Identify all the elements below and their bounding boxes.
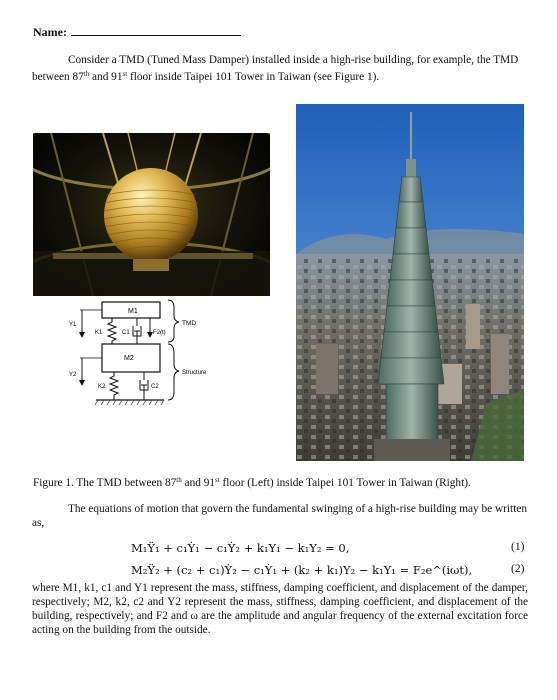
c1-label: C1	[122, 330, 130, 336]
equation-2-number: (2)	[511, 563, 525, 575]
k2-label: K2	[98, 384, 106, 390]
intro-text-1: Consider a TMD (Tuned Mass Damper) installed inside a high-rise building, for example, the TMD between 87	[32, 54, 519, 83]
name-blank-line	[71, 24, 241, 36]
equation-1: M₁Ÿ₁ + c₁Ẏ₁ − c₁Ẏ₂ + k₁Y₁ − k₁Y₂ = 0,	[131, 541, 350, 555]
intro-sup-2: st	[122, 70, 128, 78]
caption-sup-2: st	[215, 476, 220, 484]
two-dof-diagram	[62, 296, 262, 414]
k2-spring	[110, 372, 118, 400]
caption-sup-1: th	[176, 476, 182, 484]
caption-text-1: Figure 1. The TMD between 87	[33, 477, 177, 489]
intro-paragraph	[32, 53, 528, 84]
caption-text-3: floor (Left) inside Taipei 101 Tower in Taiwan (Right).	[219, 477, 471, 489]
intro-text-2: and 91	[89, 71, 123, 83]
taipei-101-photo	[296, 104, 524, 461]
m1-label: M1	[128, 308, 138, 315]
equation-1-number: (1)	[511, 541, 525, 553]
name-field-label	[33, 24, 241, 40]
tmd-brace	[168, 300, 179, 342]
y2-label: Y2	[69, 372, 77, 378]
k1-spring	[108, 318, 116, 344]
tmd-label: TMD	[182, 320, 197, 327]
y1-label: Y1	[69, 322, 77, 328]
intro-text-3: floor inside Taipei 101 Tower in Taiwan (see Figure 1).	[127, 71, 380, 83]
figure-caption	[33, 473, 471, 490]
c2-label: C2	[151, 384, 159, 390]
equation-2: M₂Ÿ₂ + (c₂ + c₁)Ẏ₂ − c₁Ẏ₁ + (k₂ + k₁)Y₂ − k₁Y₁ = F₂e^(iωt),	[131, 563, 473, 577]
k1-label: K1	[95, 330, 103, 336]
name-label: Name:	[33, 25, 67, 39]
structure-brace	[168, 344, 179, 400]
m2-label: M2	[124, 355, 134, 362]
equations-intro: The equations of motion that govern the fundamental swinging of a high-rise building may be written as,	[32, 503, 527, 529]
force-label: F2(t)	[153, 330, 166, 336]
definitions-paragraph: where M1, k1, c1 and Y1 represent the mass, stiffness, damping coefficient, and displacement of the damper, respectively; M2, k2, c2 and Y2 represent the mass, stiffness, damping coefficient, and displacement of the building, respectively; and F2 and ω are the amplitude and angular frequency of the external excitation force acting on the building from the outside.	[32, 582, 528, 636]
structure-label: Structure	[182, 370, 207, 376]
intro-sup-1: th	[83, 70, 90, 78]
tmd-sphere-photo	[33, 133, 270, 296]
caption-text-2: and 91	[181, 477, 215, 489]
